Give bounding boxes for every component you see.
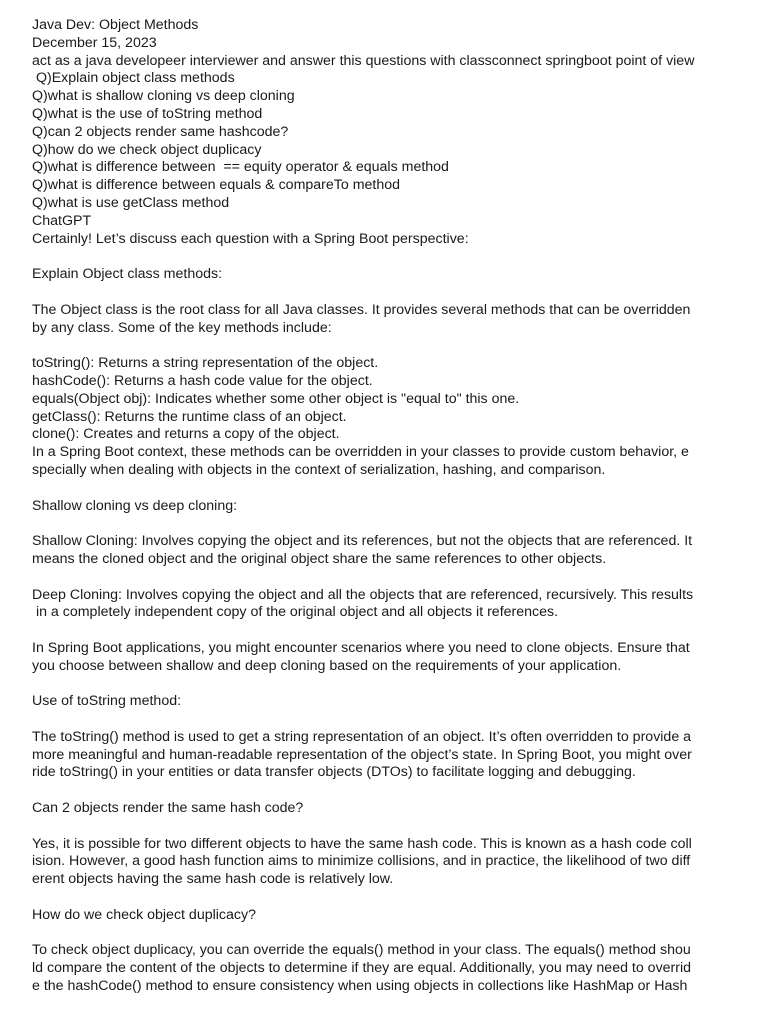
paragraph-line: in a completely independent copy of the original object and all objects it references. bbox=[32, 604, 559, 621]
spacer bbox=[32, 711, 738, 729]
paragraph-line: Shallow Cloning: Involves copying the object and its references, but not the objects that are referenced. It bbox=[32, 533, 693, 550]
response-author: ChatGPT bbox=[32, 212, 92, 229]
prompt-question: Q)what is use getClass method bbox=[32, 194, 230, 211]
section-heading-hashcode: Can 2 objects render the same hash code? bbox=[32, 800, 304, 817]
spacer bbox=[32, 782, 738, 800]
paragraph-line: you choose between shallow and deep cloning based on the requirements of your application. bbox=[32, 657, 622, 674]
spacer bbox=[32, 675, 738, 693]
paragraph-line: more meaningful and human-readable representation of the object’s state. In Spring Boot, you might over bbox=[32, 746, 692, 763]
spacer bbox=[32, 515, 738, 533]
prompt-question: Q)can 2 objects render same hashcode? bbox=[32, 123, 289, 140]
paragraph-line: ld compare the content of the objects to determine if they are equal. Additionally, you may need to overrid bbox=[32, 960, 692, 977]
method-item: getClass(): Returns the runtime class of an object. bbox=[32, 408, 347, 425]
document-date: December 15, 2023 bbox=[32, 34, 157, 51]
prompt-question: Q)what is difference between == equity operator & equals method bbox=[32, 159, 449, 176]
paragraph-line: ision. However, a good hash function aims to minimize collisions, and in practice, the likelihood of two diff bbox=[32, 853, 691, 870]
spacer bbox=[32, 284, 738, 302]
paragraph-line: Deep Cloning: Involves copying the object and all the objects that are referenced, recursively. This results bbox=[32, 586, 694, 603]
document-title: Java Dev: Object Methods bbox=[32, 17, 199, 33]
method-item: clone(): Creates and returns a copy of the object. bbox=[32, 426, 340, 443]
prompt-question: Q)what is difference between equals & compareTo method bbox=[32, 177, 401, 194]
paragraph-line: The toString() method is used to get a string representation of an object. It’s often overridden to provide a bbox=[32, 728, 692, 745]
paragraph-line: The Object class is the root class for all Java classes. It provides several methods that can be overridden bbox=[32, 301, 691, 318]
paragraph-line: To check object duplicacy, you can override the equals() method in your class. The equals() method shou bbox=[32, 942, 691, 959]
paragraph-line: specially when dealing with objects in the context of serialization, hashing, and comparison. bbox=[32, 461, 606, 478]
spacer bbox=[32, 569, 738, 587]
paragraph-line: means the cloned object and the original object share the same references to other objects. bbox=[32, 550, 607, 567]
prompt-question: Q)what is the use of toString method bbox=[32, 105, 263, 122]
response-intro: Certainly! Let’s discuss each question with a Spring Boot perspective: bbox=[32, 230, 469, 247]
paragraph-line: by any class. Some of the key methods include: bbox=[32, 319, 332, 336]
method-item: equals(Object obj): Indicates whether some other object is "equal to" this one. bbox=[32, 390, 520, 407]
prompt-question: Q)Explain object class methods bbox=[32, 70, 235, 87]
spacer bbox=[32, 925, 738, 943]
prompt-question: Q)how do we check object duplicacy bbox=[32, 141, 262, 158]
section-heading-duplicacy: How do we check object duplicacy? bbox=[32, 906, 256, 923]
spacer bbox=[32, 622, 738, 640]
spacer bbox=[32, 337, 738, 355]
section-heading-tostring: Use of toString method: bbox=[32, 693, 182, 710]
prompt-intro: act as a java developeer interviewer and answer this questions with classconnect springboot point of view bbox=[32, 52, 695, 69]
spacer bbox=[32, 248, 738, 266]
document-content bbox=[32, 17, 738, 996]
prompt-question: Q)what is shallow cloning vs deep cloning bbox=[32, 88, 295, 105]
spacer bbox=[32, 480, 738, 498]
paragraph-line: In a Spring Boot context, these methods can be overridden in your classes to provide custom behavior, e bbox=[32, 444, 689, 461]
paragraph-line: Yes, it is possible for two different objects to have the same hash code. This is known as a hash code coll bbox=[32, 835, 692, 852]
section-heading-object-methods: Explain Object class methods: bbox=[32, 266, 223, 283]
paragraph-line: In Spring Boot applications, you might encounter scenarios where you need to clone objects. Ensure that bbox=[32, 639, 690, 656]
paragraph-line: ride toString() in your entities or data transfer objects (DTOs) to facilitate logging and debugging. bbox=[32, 764, 636, 781]
method-item: toString(): Returns a string representation of the object. bbox=[32, 355, 379, 372]
spacer bbox=[32, 889, 738, 907]
section-heading-cloning: Shallow cloning vs deep cloning: bbox=[32, 497, 238, 514]
paragraph-line: erent objects having the same hash code is relatively low. bbox=[32, 871, 394, 888]
spacer bbox=[32, 818, 738, 836]
paragraph-line: e the hashCode() method to ensure consistency when using objects in collections like HashMap or Hash bbox=[32, 978, 688, 995]
method-item: hashCode(): Returns a hash code value for the object. bbox=[32, 372, 373, 389]
